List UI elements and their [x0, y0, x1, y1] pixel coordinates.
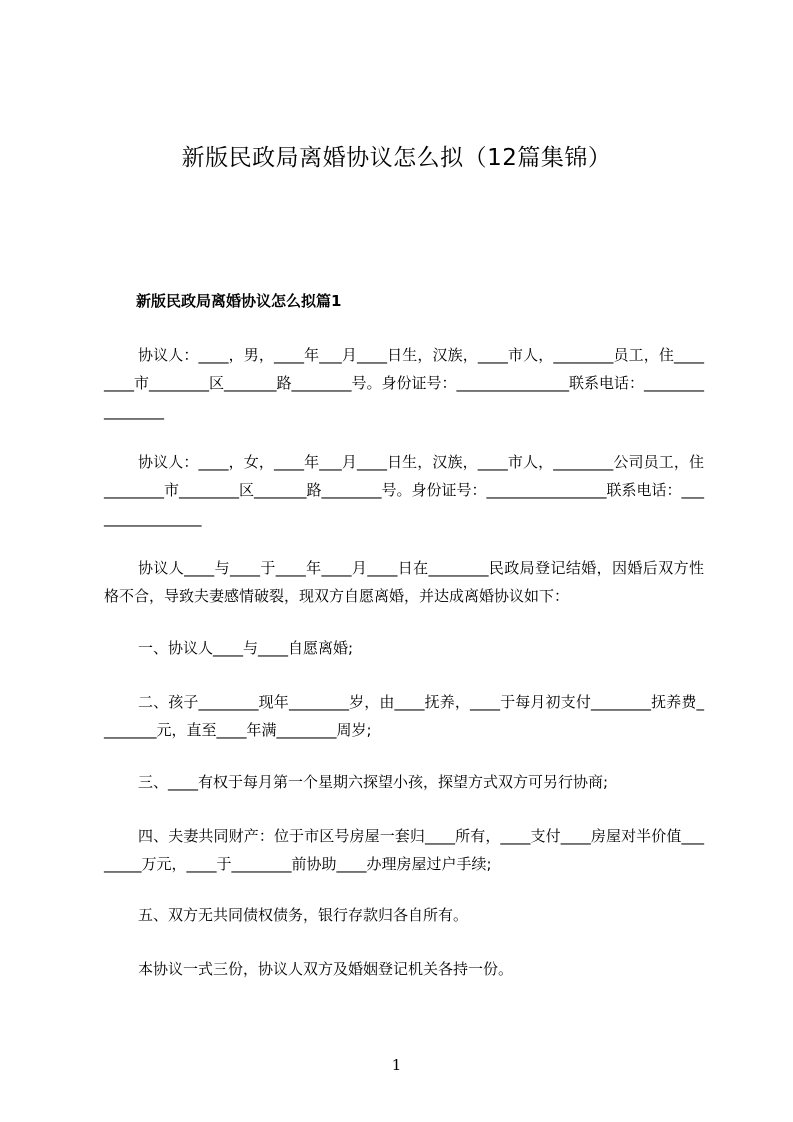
- paragraph-clause-4: 四、夫妻共同财产：位于市区号房屋一套归____所有，____支付____房屋对半价值________万元，____于________前协助____办理房屋过户手续;: [104, 827, 704, 873]
- paragraph-intro: 协议人____与____于____年____月____日在________民政局登记结婚，因婚后双方性格不合，导致夫妻感情破裂，现双方自愿离婚，并达成离婚协议如下：: [104, 559, 704, 605]
- paragraph-closing: 本协议一式三份，协议人双方及婚姻登记机关各持一份。: [138, 960, 514, 978]
- paragraph-party-male: 协议人：____，男，____年___月____日生，汉族，____市人，________员工，住________市________区_______路________号。身份证号：_______________联系电话：________________: [104, 346, 705, 420]
- document-title: 新版民政局离婚协议怎么拟（12篇集锦）: [181, 145, 612, 171]
- paragraph-clause-2: 二、孩子________现年________岁，由____抚养，____于每月初支付________抚养费________元，直至____年满________周岁;: [104, 693, 704, 739]
- paragraph-clause-5: 五、双方无共同债权债务，银行存款归各自所有。: [138, 906, 469, 924]
- page-number: 1: [391, 1056, 402, 1074]
- paragraph-clause-1: 一、协议人____与____自愿离婚;: [138, 639, 354, 657]
- paragraph-clause-3: 三、____有权于每月第一个星期六探望小孩，探望方式双方可另行协商;: [138, 773, 609, 791]
- section-heading: 新版民政局离婚协议怎么拟篇1: [136, 292, 342, 310]
- paragraph-party-female: 协议人：____，女，____年___月____日生，汉族，____市人，________公司员工，住________市________区_______路________号。身份证号：________________联系电话：________________: [104, 453, 705, 527]
